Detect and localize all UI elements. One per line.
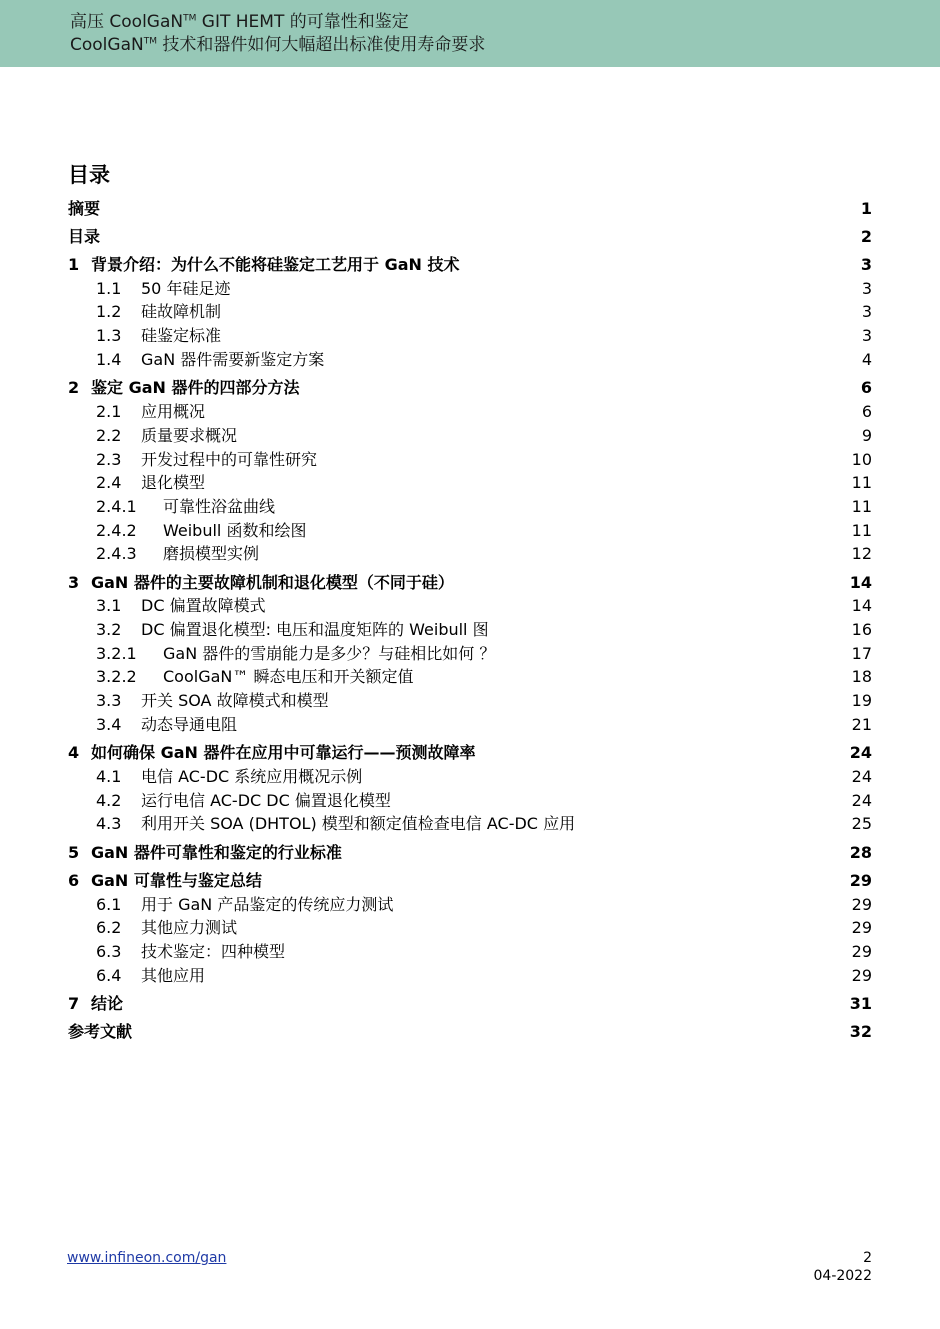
toc-entry[interactable] (0, 1021, 940, 1043)
toc-entry-page: 24 (851, 791, 872, 810)
toc-entry-page: 29 (849, 871, 872, 890)
toc-entry[interactable] (0, 842, 940, 864)
toc-entry[interactable] (0, 496, 940, 518)
toc-entry-title: 磨损模型实例 (163, 544, 260, 563)
footer-date: 04-2022 (813, 1268, 872, 1284)
toc-entry-title: 运行电信 AC-DC DC 偏置退化模型 (141, 791, 391, 810)
toc-entry[interactable] (0, 813, 940, 835)
toc-entry-title: Weibull 函数和绘图 (163, 521, 307, 540)
toc-entry[interactable] (0, 278, 940, 300)
toc-entry-number: 2.4 (96, 473, 122, 492)
toc-entry-title: 开发过程中的可靠性研究 (141, 450, 318, 469)
toc-entry[interactable] (0, 301, 940, 323)
toc-entry-page: 6 (861, 402, 872, 421)
toc-entry[interactable] (0, 595, 940, 617)
toc-entry[interactable] (0, 520, 940, 542)
toc-entry-number: 5 (68, 843, 80, 862)
toc-entry[interactable] (0, 666, 940, 688)
toc-entry-number: 1.4 (96, 350, 122, 369)
toc-entry-title: 其他应用 (141, 966, 206, 985)
toc-entry-number: 2.4.1 (96, 497, 137, 516)
toc-entry-title: GaN 器件可靠性和鉴定的行业标准 (91, 843, 342, 862)
toc-entry-number: 4.2 (96, 791, 122, 810)
toc-entry-page: 12 (851, 544, 872, 563)
toc-entry-title: GaN 器件的主要故障机制和退化模型（不同于硅） (91, 573, 454, 592)
toc-entry-page: 2 (860, 227, 872, 246)
toc-entry[interactable] (0, 894, 940, 916)
toc-entry[interactable] (0, 714, 940, 736)
toc-entry-title: CoolGaN™ 瞬态电压和开关额定值 (163, 667, 414, 686)
toc-entry[interactable] (0, 449, 940, 471)
toc-entry-title: GaN 器件的雪崩能力是多少？与硅相比如何 ？ (163, 644, 496, 663)
toc-entry-number: 4.1 (96, 767, 122, 786)
toc-entry-page: 4 (861, 350, 872, 369)
toc-entry-title: 背景介绍：为什么不能将硅鉴定工艺用于 GaN 技术 (91, 255, 460, 274)
toc-entry-page: 29 (851, 895, 872, 914)
toc-entry-number: 3.2.1 (96, 644, 137, 663)
toc-entry-page: 16 (851, 620, 872, 639)
toc-entry-title: 硅故障机制 (141, 302, 222, 321)
toc-entry-title: 目录 (68, 227, 101, 246)
toc-entry-number: 4.3 (96, 814, 122, 833)
footer-page-number: 2 (863, 1250, 872, 1266)
toc-entry-page: 29 (851, 966, 872, 985)
toc-entry[interactable] (0, 472, 940, 494)
toc-entry-title: GaN 器件需要新鉴定方案 (141, 350, 325, 369)
toc-entry-title: 参考文献 (68, 1022, 133, 1041)
toc-entry[interactable] (0, 198, 940, 220)
toc-entry-page: 18 (851, 667, 872, 686)
toc-entry[interactable] (0, 572, 940, 594)
toc-entry-page: 24 (849, 743, 872, 762)
toc-entry-number: 3.2 (96, 620, 122, 639)
toc-entry-page: 28 (849, 843, 872, 862)
toc-entry-number: 2.4.3 (96, 544, 137, 563)
toc-entry-page: 10 (851, 450, 872, 469)
toc-entry[interactable] (0, 425, 940, 447)
toc-entry[interactable] (0, 742, 940, 764)
toc-entry-page: 19 (851, 691, 872, 710)
toc-entry[interactable] (0, 325, 940, 347)
toc-entry-number: 3.2.2 (96, 667, 137, 686)
toc-entry[interactable] (0, 941, 940, 963)
toc-entry[interactable] (0, 377, 940, 399)
toc-entry-title: 结论 (91, 994, 124, 1013)
toc-entry-page: 31 (849, 994, 872, 1013)
toc-entry-number: 2.3 (96, 450, 122, 469)
toc-entry[interactable] (0, 965, 940, 987)
header-title-line1 (70, 11, 409, 33)
toc-entry-title: 技术鉴定：四种模型 (141, 942, 286, 961)
header-subtitle-part: 技术和器件如何大幅超出标准使用寿命要求 (156, 35, 486, 55)
toc-entry[interactable] (0, 543, 940, 565)
header-title-part: GIT HEMT 的可靠性和鉴定 (196, 12, 409, 32)
toc-entry-title: 应用概况 (141, 402, 206, 421)
toc-entry-number: 1 (68, 255, 80, 274)
toc-entry-number: 2 (68, 378, 80, 397)
toc-entry-title: 开关 SOA 故障模式和模型 (141, 691, 329, 710)
toc-entry-title: 退化模型 (141, 473, 206, 492)
toc-entry-number: 7 (68, 994, 80, 1013)
toc-entry[interactable] (0, 790, 940, 812)
toc-entry-title: GaN 可靠性与鉴定总结 (91, 871, 262, 890)
toc-entry-page: 3 (860, 255, 872, 274)
toc-entry-number: 3 (68, 573, 80, 592)
toc-entry-title: 动态导通电阻 (141, 715, 238, 734)
toc-entry-page: 21 (851, 715, 872, 734)
toc-entry-title: 摘要 (68, 199, 101, 218)
toc-entry-page: 32 (849, 1022, 872, 1041)
toc-entry-page: 6 (860, 378, 872, 397)
toc-entry-title: 质量要求概况 (141, 426, 238, 445)
toc-entry-number: 1.3 (96, 326, 122, 345)
header-subtitle-part: CoolGaN (70, 35, 144, 55)
toc-entry-title: DC 偏置故障模式 (141, 596, 266, 615)
toc-entry-title: 其他应力测试 (141, 918, 238, 937)
toc-entry-title: 用于 GaN 产品鉴定的传统应力测试 (141, 895, 394, 914)
toc-entry[interactable] (0, 690, 940, 712)
toc-entry[interactable] (0, 993, 940, 1015)
toc-entry-number: 3.3 (96, 691, 122, 710)
toc-entry-title: 鉴定 GaN 器件的四部分方法 (91, 378, 300, 397)
toc-entry-page: 25 (851, 814, 872, 833)
toc-entry-page: 14 (849, 573, 872, 592)
toc-heading: 目录 (68, 163, 110, 187)
toc-entry-title: 利用开关 SOA (DHTOL) 模型和额定值检查电信 AC-DC 应用 (141, 814, 576, 833)
toc-entry-title: 50 年硅足迹 (141, 279, 231, 298)
trademark-mark: TM (183, 13, 197, 24)
toc-entry-page: 9 (861, 426, 872, 445)
toc-entry-title: 可靠性浴盆曲线 (163, 497, 276, 516)
toc-entry-title: DC 偏置退化模型: 电压和温度矩阵的 Weibull 图 (141, 620, 489, 639)
toc-entry-page: 11 (851, 473, 872, 492)
toc-entry-page: 3 (861, 279, 872, 298)
toc-entry[interactable] (0, 643, 940, 665)
toc-entry[interactable] (0, 226, 940, 248)
toc-entry-page: 11 (851, 521, 872, 540)
toc-entry-title: 电信 AC-DC 系统应用概况示例 (141, 767, 363, 786)
header-title-line2 (70, 34, 485, 56)
toc-entry-page: 1 (860, 199, 872, 218)
toc-entry-number: 6.2 (96, 918, 122, 937)
toc-entry-title: 如何确保 GaN 器件在应用中可靠运行——预测故障率 (91, 743, 476, 762)
toc-entry-page: 24 (851, 767, 872, 786)
toc-entry-page: 29 (851, 942, 872, 961)
toc-entry[interactable] (0, 254, 940, 276)
toc-entry-number: 6 (68, 871, 80, 890)
toc-entry-number: 2.4.2 (96, 521, 137, 540)
toc-entry-number: 1.2 (96, 302, 122, 321)
toc-entry-number: 6.4 (96, 966, 122, 985)
toc-entry-title: 硅鉴定标准 (141, 326, 222, 345)
toc-entry-number: 2.1 (96, 402, 122, 421)
toc-entry-number: 4 (68, 743, 80, 762)
toc-entry-number: 2.2 (96, 426, 122, 445)
footer-website-link[interactable]: www.infineon.com/gan (67, 1250, 227, 1266)
toc-entry[interactable] (0, 401, 940, 423)
toc-entry-number: 3.4 (96, 715, 122, 734)
toc-entry[interactable] (0, 870, 940, 892)
toc-entry-number: 1.1 (96, 279, 122, 298)
toc-entry-number: 6.3 (96, 942, 122, 961)
toc-entry-page: 14 (851, 596, 872, 615)
header-title-part: 高压 CoolGaN (70, 12, 184, 32)
toc-entry-number: 6.1 (96, 895, 122, 914)
toc-entry-page: 17 (851, 644, 872, 663)
toc-entry-page: 3 (861, 302, 872, 321)
toc-entry[interactable] (0, 619, 940, 641)
toc-entry-page: 29 (851, 918, 872, 937)
header-band (0, 0, 940, 67)
trademark-mark: TM (143, 36, 157, 47)
toc-entry[interactable] (0, 349, 940, 371)
toc-entry[interactable] (0, 917, 940, 939)
toc-entry-page: 3 (861, 326, 872, 345)
toc-entry-page: 11 (851, 497, 872, 516)
toc-entry[interactable] (0, 766, 940, 788)
toc-entry-number: 3.1 (96, 596, 122, 615)
